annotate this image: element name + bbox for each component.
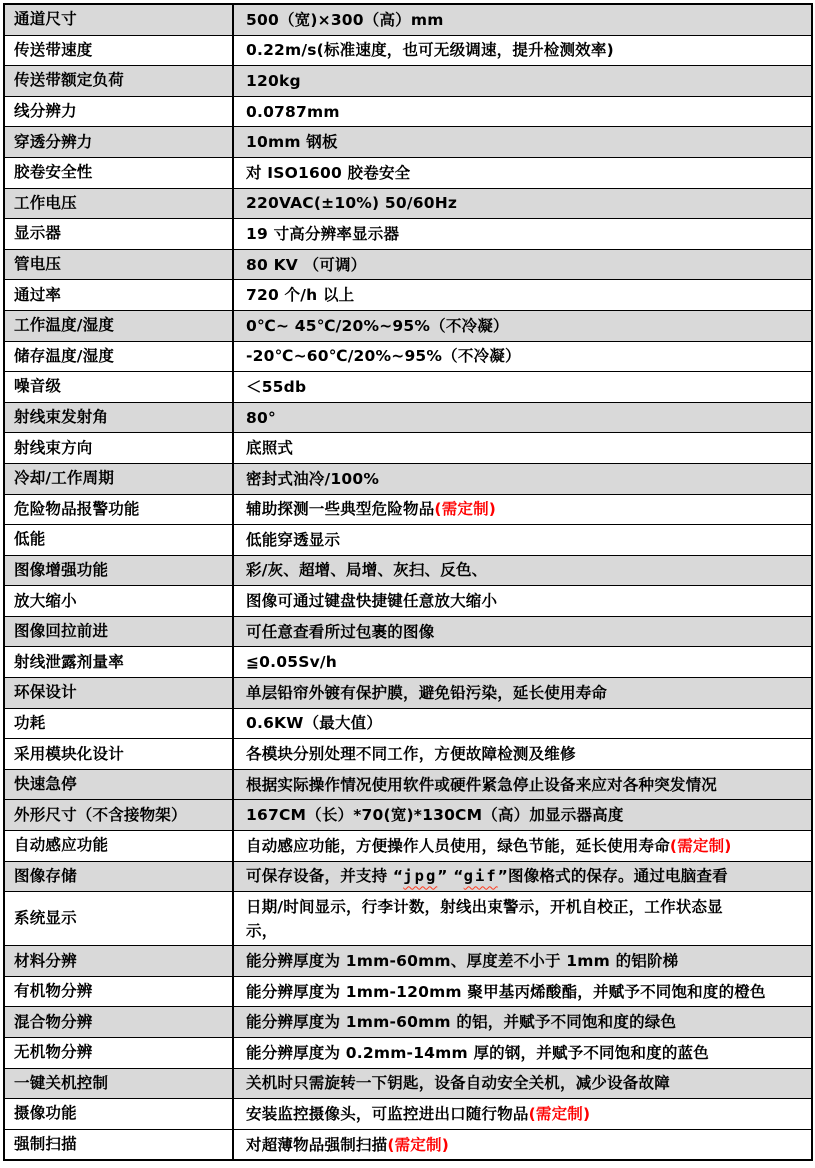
spec-label: 有机物分辨 (5, 977, 234, 1007)
table-row (5, 830, 811, 861)
spec-value (234, 403, 811, 433)
custom-required-note: (需定制) (434, 500, 497, 519)
spec-value (234, 36, 811, 66)
table-row (5, 494, 811, 525)
table-row (5, 646, 811, 677)
value-text: 0.0787mm (246, 102, 340, 121)
value-text: 自动感应功能，方便操作人员使用，绿色节能，延长使用寿命 (246, 836, 670, 855)
table-row (5, 677, 811, 708)
table-row (5, 65, 811, 96)
spec-label: 一键关机控制 (5, 1069, 234, 1099)
value-text: 密封式油冷/100% (246, 469, 380, 488)
spec-label: 快速急停 (5, 770, 234, 800)
spec-label: 摄像功能 (5, 1099, 234, 1129)
custom-required-note: (需定制) (669, 836, 732, 855)
spec-value (234, 66, 811, 96)
value-text: 10mm 钢板 (246, 133, 338, 152)
table-row (5, 861, 811, 892)
spec-label: 通道尺寸 (5, 5, 234, 35)
table-row (5, 524, 811, 555)
value-text: 各模块分别处理不同工作，方便故障检测及维修 (246, 745, 576, 764)
table-row (5, 310, 811, 341)
spec-label: 系统显示 (5, 892, 234, 945)
value-text: 图像可通过键盘快捷键任意放大缩小 (246, 592, 498, 611)
spec-label: 显示器 (5, 219, 234, 249)
value-text: ＜55db (246, 377, 307, 396)
table-row (5, 218, 811, 249)
spec-value (234, 1099, 811, 1129)
value-text: 日期/时间显示，行李计数，射线出束警示，开机自校正，工作状态显 (246, 897, 723, 916)
spec-value (234, 311, 811, 341)
table-row (5, 188, 811, 219)
spec-value (234, 250, 811, 280)
custom-required-note: (需定制) (528, 1104, 591, 1123)
value-text: 彩/灰、超增、局增、灰扫、反色、 (246, 561, 488, 580)
spec-value (234, 977, 811, 1007)
value-text: 示， (246, 921, 278, 940)
spec-value (234, 280, 811, 310)
spec-value (234, 709, 811, 739)
spec-value (234, 892, 811, 945)
value-text: 能分辨厚度为 0.2mm-14mm 厚的钢，并赋予不同饱和度的蓝色 (246, 1043, 709, 1062)
spec-label: 外形尺寸（不含接物架） (5, 800, 234, 830)
value-text: 能分辨厚度为 1mm-120mm 聚甲基丙烯酸酯，并赋予不同饱和度的橙色 (246, 982, 766, 1001)
value-text: ”图像格式的保存。通过电脑查看 (497, 867, 728, 886)
value-text: 167CM（长）*70(宽)*130CM（高）加显示器高度 (246, 806, 624, 825)
table-row (5, 279, 811, 310)
table-row (5, 1098, 811, 1129)
spellcheck-word: jpg (403, 867, 438, 886)
spec-label: 采用模块化设计 (5, 739, 234, 769)
spec-label: 无机物分辨 (5, 1038, 234, 1068)
value-text: 500（宽)×300（高）mm (246, 10, 444, 29)
table-row (5, 1006, 811, 1037)
spec-label: 管电压 (5, 250, 234, 280)
table-row (5, 891, 811, 945)
spec-label: 储存温度/湿度 (5, 342, 234, 372)
spec-value (234, 831, 811, 861)
spec-value (234, 5, 811, 35)
spec-label: 射线束发射角 (5, 403, 234, 433)
spec-label: 传送带速度 (5, 36, 234, 66)
spec-label: 通过率 (5, 280, 234, 310)
spec-value (234, 800, 811, 830)
spec-value (234, 127, 811, 157)
value-text: 0.6KW（最大值） (246, 714, 383, 733)
value-text: 根据实际操作情况使用软件或硬件紧急停止设备来应对各种突发情况 (246, 775, 718, 794)
table-row (5, 402, 811, 433)
spec-value (234, 556, 811, 586)
spec-label: 线分辨力 (5, 97, 234, 127)
spec-label: 射线束方向 (5, 433, 234, 463)
spec-value (234, 1069, 811, 1099)
spec-label: 图像回拉前进 (5, 617, 234, 647)
spec-value (234, 433, 811, 463)
value-text: 80° (246, 408, 276, 427)
spec-value (234, 525, 811, 555)
spec-value (234, 647, 811, 677)
spec-value (234, 219, 811, 249)
spec-label: 功耗 (5, 709, 234, 739)
spec-label: 危险物品报警功能 (5, 495, 234, 525)
spec-label: 工作电压 (5, 189, 234, 219)
table-row (5, 769, 811, 800)
table-row (5, 555, 811, 586)
spec-label: 放大缩小 (5, 586, 234, 616)
table-row (5, 738, 811, 769)
spec-value (234, 464, 811, 494)
spec-label: 图像增强功能 (5, 556, 234, 586)
spec-value (234, 342, 811, 372)
spellcheck-word: gif (463, 867, 498, 886)
table-row (5, 157, 811, 188)
value-text: 80 KV （可调） (246, 255, 367, 274)
value-text: 底照式 (246, 439, 294, 458)
spec-value (234, 1130, 811, 1160)
value-text: 低能穿透显示 (246, 530, 341, 549)
spec-label: 混合物分辨 (5, 1007, 234, 1037)
spec-value (234, 946, 811, 976)
spec-label: 低能 (5, 525, 234, 555)
spec-label: 强制扫描 (5, 1130, 234, 1160)
spec-value (234, 678, 811, 708)
value-text: 120kg (246, 71, 301, 90)
value-text: 对超薄物品强制扫描 (246, 1135, 388, 1154)
table-row (5, 616, 811, 647)
table-row (5, 1129, 811, 1160)
spec-label: 穿透分辨力 (5, 127, 234, 157)
table-row (5, 976, 811, 1007)
spec-label: 材料分辨 (5, 946, 234, 976)
value-text: 19 寸高分辨率显示器 (246, 224, 400, 243)
value-text: 单层铅帘外镀有保护膜，避免铅污染，延长使用寿命 (246, 683, 608, 702)
spec-label: 冷却/工作周期 (5, 464, 234, 494)
value-text: 720 个/h 以上 (246, 286, 355, 305)
spec-label: 工作温度/湿度 (5, 311, 234, 341)
value-text: 关机时只需旋转一下钥匙，设备自动安全关机，减少设备故障 (246, 1074, 670, 1093)
spec-value (234, 1007, 811, 1037)
table-row (5, 1068, 811, 1099)
table-row (5, 249, 811, 280)
spec-value (234, 770, 811, 800)
value-text: ≦0.05Sv/h (246, 653, 337, 672)
spec-value (234, 617, 811, 647)
value-text: 能分辨厚度为 1mm-60mm 的铝，并赋予不同饱和度的绿色 (246, 1013, 677, 1032)
value-text: 对 ISO1600 胶卷安全 (246, 163, 411, 182)
value-text: ” “ (437, 867, 464, 886)
spec-label: 射线泄露剂量率 (5, 647, 234, 677)
spec-label: 胶卷安全性 (5, 158, 234, 188)
spec-value (234, 495, 811, 525)
table-row (5, 1037, 811, 1068)
table-row (5, 126, 811, 157)
value-text: 0.22m/s(标准速度，也可无级调速，提升检测效率) (246, 41, 614, 60)
value-text: 可保存设备，并支持 “ (246, 867, 404, 886)
table-row (5, 463, 811, 494)
value-text: 0℃~ 45℃/20%~95%（不冷凝） (246, 316, 509, 335)
spec-value (234, 97, 811, 127)
spec-value (234, 189, 811, 219)
specification-table (3, 3, 813, 1161)
spec-label: 噪音级 (5, 372, 234, 402)
table-row (5, 371, 811, 402)
table-row (5, 341, 811, 372)
table-row (5, 5, 811, 35)
value-text: 能分辨厚度为 1mm-60mm、厚度差不小于 1mm 的铝阶梯 (246, 952, 679, 971)
table-row (5, 585, 811, 616)
table-row (5, 35, 811, 66)
value-text: 可任意查看所过包裹的图像 (246, 622, 435, 641)
table-row (5, 96, 811, 127)
table-row (5, 432, 811, 463)
spec-value (234, 586, 811, 616)
value-text: -20℃~60℃/20%~95%（不冷凝） (246, 347, 521, 366)
table-row (5, 945, 811, 976)
value-text: 220VAC(±10%) 50/60Hz (246, 194, 458, 213)
spec-value (234, 862, 811, 892)
spec-value (234, 158, 811, 188)
spec-value (234, 372, 811, 402)
spec-value (234, 739, 811, 769)
spec-label: 自动感应功能 (5, 831, 234, 861)
table-row (5, 708, 811, 739)
custom-required-note: (需定制) (387, 1135, 449, 1154)
value-text: 辅助探测一些典型危险物品 (246, 500, 435, 519)
value-text: 安装监控摄像头，可监控进出口随行物品 (246, 1104, 529, 1123)
spec-label: 环保设计 (5, 678, 234, 708)
spec-label: 图像存储 (5, 862, 234, 892)
table-row (5, 799, 811, 830)
spec-label: 传送带额定负荷 (5, 66, 234, 96)
spec-value (234, 1038, 811, 1068)
